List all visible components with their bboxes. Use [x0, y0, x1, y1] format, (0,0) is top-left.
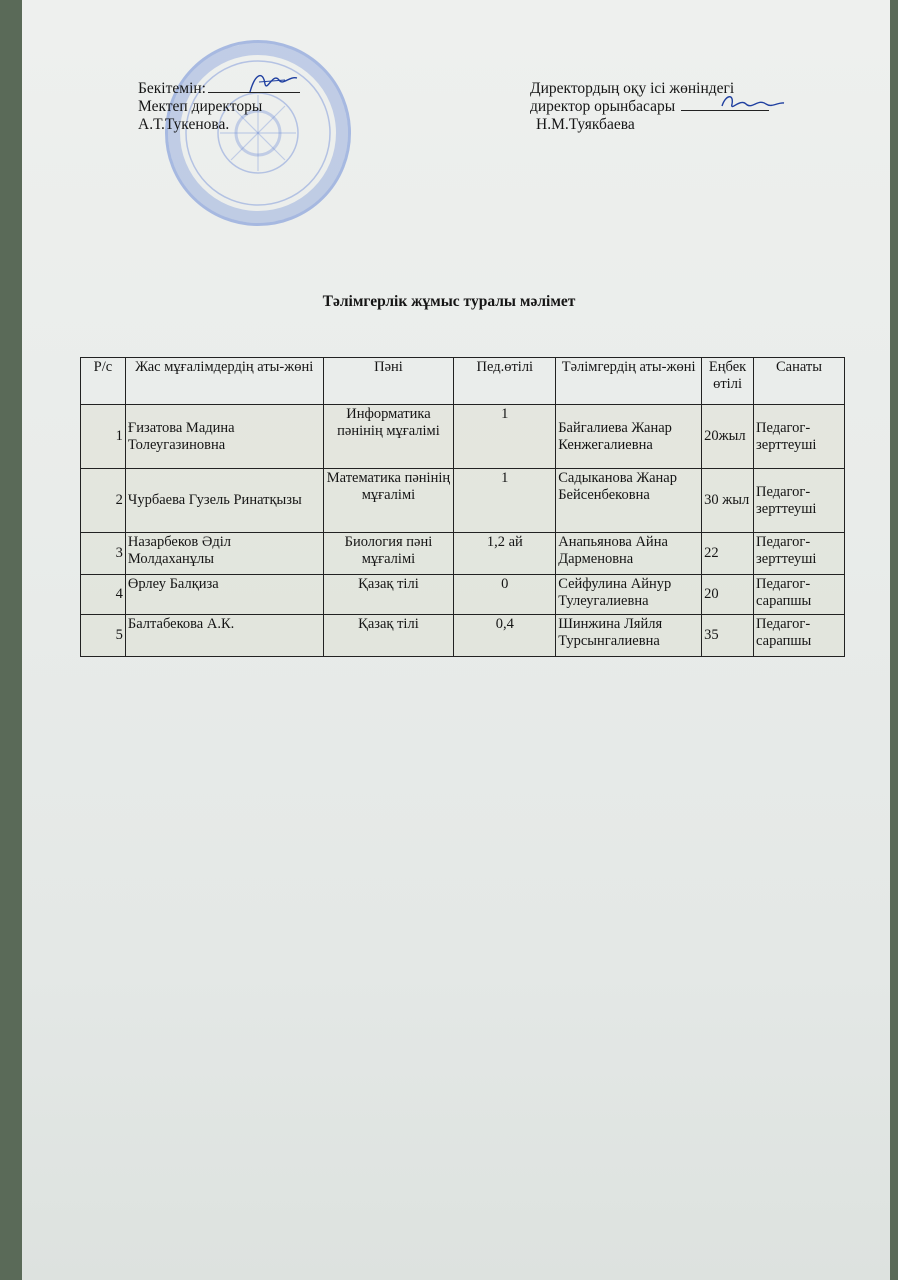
work-experience: 35 — [702, 615, 754, 657]
subject: Математика пәнінің мұғалімі — [323, 469, 454, 533]
category: Педагог-зерттеуші — [754, 405, 845, 469]
mentor-name: Байгалиева Жанар Кенжегалиевна — [556, 405, 702, 469]
deputy-signature — [718, 90, 788, 116]
mentor-name: Анапьянова Айна Дарменовна — [556, 533, 702, 575]
row-number: 5 — [81, 615, 126, 657]
subject: Информатика пәнінің мұғалімі — [323, 405, 454, 469]
approval-left-line1: Бекітемін: — [138, 80, 300, 98]
header-cell: Жас мұғалімдердің аты-жөні — [125, 358, 323, 405]
row-number: 4 — [81, 575, 126, 615]
teacher-name: Чурбаева Гузель Ринатқызы — [125, 469, 323, 533]
ped-experience: 1 — [454, 405, 556, 469]
header-cell: Пәні — [323, 358, 454, 405]
table-header-row — [81, 358, 845, 405]
table-row — [81, 469, 845, 533]
header-cell: Пед.өтілі — [454, 358, 556, 405]
category: Педагог-сарапшы — [754, 615, 845, 657]
work-experience: 20 — [702, 575, 754, 615]
approval-left-line2: Мектеп директоры — [138, 98, 263, 115]
director-signature — [245, 66, 305, 98]
table-row — [81, 575, 845, 615]
mentor-name: Сейфулина Айнур Тулеугалиевна — [556, 575, 702, 615]
teacher-name: Назарбеков Әділ Молдаханұлы — [125, 533, 323, 575]
row-number: 1 — [81, 405, 126, 469]
work-experience: 30 жыл — [702, 469, 754, 533]
row-number: 3 — [81, 533, 126, 575]
header-cell: Р/с — [81, 358, 126, 405]
ped-experience: 1 — [454, 469, 556, 533]
work-experience: 20жыл — [702, 405, 754, 469]
approval-right-line1: Директордың оқу ісі жөніндегі — [530, 80, 735, 97]
ped-experience: 0,4 — [454, 615, 556, 657]
header-cell: Тәлімгердің аты-жөні — [556, 358, 702, 405]
subject: Биология пәні мұғалімі — [323, 533, 454, 575]
mentor-name: Садыканова Жанар Бейсенбековна — [556, 469, 702, 533]
teacher-name: Балтабекова А.К. — [125, 615, 323, 657]
category: Педагог-зерттеуші — [754, 469, 845, 533]
table-row — [81, 615, 845, 657]
ped-experience: 1,2 ай — [454, 533, 556, 575]
approval-left-line3: А.Т.Тукенова. — [138, 116, 230, 133]
header-cell: Санаты — [754, 358, 845, 405]
work-experience: 22 — [702, 533, 754, 575]
mentoring-table — [80, 357, 845, 657]
table-row — [81, 533, 845, 575]
ped-experience: 0 — [454, 575, 556, 615]
table-row — [81, 405, 845, 469]
subject: Қазақ тілі — [323, 615, 454, 657]
approval-right-line2: директор орынбасары — [530, 98, 769, 116]
mentor-name: Шинжина Ляйля Турсынгалиевна — [556, 615, 702, 657]
teacher-name: Өрлеу Балқиза — [125, 575, 323, 615]
document-title: Тәлімгерлік жұмыс туралы мәлімет — [322, 293, 576, 310]
subject: Қазақ тілі — [323, 575, 454, 615]
header-cell: Еңбек өтілі — [702, 358, 754, 405]
row-number: 2 — [81, 469, 126, 533]
approval-right-line3: Н.М.Туякбаева — [536, 116, 635, 133]
category: Педагог-сарапшы — [754, 575, 845, 615]
category: Педагог-зерттеуші — [754, 533, 845, 575]
teacher-name: Ғизатова Мадина Толеугазиновна — [125, 405, 323, 469]
